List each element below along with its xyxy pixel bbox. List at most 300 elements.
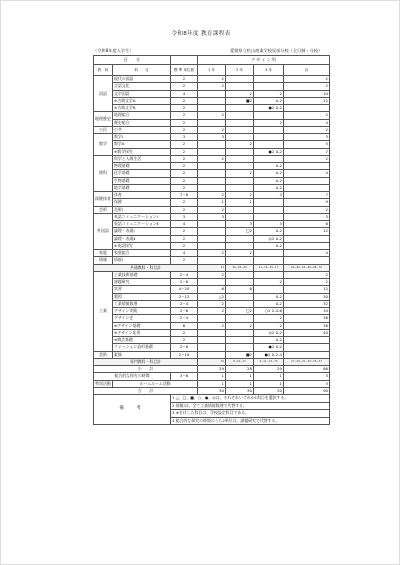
year3-credits: ●2 0-2 [254, 105, 284, 112]
table-row [94, 351, 330, 358]
grand-total-row-label: 合 計 [94, 387, 198, 394]
table-row [94, 83, 330, 90]
table-row [94, 279, 330, 286]
year3-credits [254, 83, 284, 90]
standard-credits: 2 [171, 206, 198, 213]
year1-credits: 2 [198, 308, 226, 315]
total-credits [284, 337, 330, 344]
table-row [94, 221, 330, 228]
group-9-area-label: 情報 [94, 257, 113, 264]
year2-credits: ■2 [226, 351, 254, 358]
subject-name: 素描 [113, 351, 171, 358]
year1-credits [198, 119, 226, 126]
year1-credits: 3 [198, 213, 226, 220]
year1-credits [198, 170, 226, 177]
year3-credits: 0-2 [254, 163, 284, 170]
year1-credits: 1 [198, 199, 226, 206]
year1-credits [198, 257, 226, 264]
year1-credits: 2 [198, 155, 226, 162]
standard-credits: 2~6 [171, 308, 198, 315]
grand-total-row-total: 90 [284, 387, 330, 394]
year2-credits [226, 184, 254, 191]
year2-credits [226, 293, 254, 300]
group-2-area-label: 公民 [94, 126, 113, 133]
subject-name: 科学と人間生活 [113, 155, 171, 162]
total-credits: 10 [284, 90, 330, 97]
year1-credits: 6 [198, 286, 226, 293]
total-credits: 12 [284, 228, 330, 235]
total-header: 計 [284, 65, 330, 76]
common-subjects-total-total: 60~62~64~66~68~70 [284, 264, 330, 271]
subject-name: 論理・表現Ⅱ [113, 235, 171, 242]
standard-credits: 2 [171, 148, 198, 155]
year1-credits: 2 [198, 300, 226, 307]
subject-name: 英語コミュニケーションⅠ [113, 213, 171, 220]
total-credits: 4 [284, 119, 330, 126]
document-title: 令和8年度 教育課程表 [171, 31, 231, 37]
standard-credits: 2~4 [171, 300, 198, 307]
subject-name: 課題研究 [113, 279, 171, 286]
year3-credits: ◎2 0-2 [254, 329, 284, 336]
standard-credits: 2 [171, 119, 198, 126]
year3-credits [254, 134, 284, 141]
table-row [94, 126, 330, 133]
year2-credits [226, 83, 254, 90]
grand-total-row-year1: 30 [198, 387, 226, 394]
year3-credits: 2 [254, 279, 284, 286]
total-credits: 12 [284, 286, 330, 293]
specialized-subjects-total-label: 専門教科・科目計 [94, 358, 198, 365]
common-subjects-total [94, 264, 330, 271]
year2-credits [226, 315, 254, 322]
subject-name: デザイン史 [113, 315, 171, 322]
standard-credits: 2 [171, 163, 198, 170]
table-row [94, 119, 330, 126]
table-row [94, 90, 330, 97]
year2-credits: ■2 [226, 97, 254, 104]
total-credits [284, 351, 330, 358]
table-row [94, 293, 330, 300]
table-row [94, 329, 330, 336]
year3-credits [254, 286, 284, 293]
table-row [94, 322, 330, 329]
standard-credits: 7~8 [171, 192, 198, 199]
subject-name: 地理総合 [113, 112, 171, 119]
year2-credits [226, 119, 254, 126]
year2-credits: 2 [226, 141, 254, 148]
common-subjects-total-year1: 21 [198, 264, 226, 271]
subject-name: 化学基礎 [113, 170, 171, 177]
year3-credits: ●2 0-2 [254, 344, 284, 351]
subtotal-row-label: 小 計 [94, 366, 198, 373]
subject-name: 工業技術基礎 [113, 271, 171, 278]
year3-credits [254, 250, 284, 257]
year1-credits [198, 90, 226, 97]
year1-credits: 2 [198, 76, 226, 83]
year3-credits: 0-2 [254, 300, 284, 307]
special-activities-row-total: 3 [284, 380, 330, 387]
subject-name: 現代の国語 [113, 76, 171, 83]
year2-credits: □2 [226, 228, 254, 235]
year2-credits [226, 300, 254, 307]
special-activities-row-year1: 1 [198, 380, 226, 387]
subtotal-row-year1: 29 [198, 366, 226, 373]
subtotal-row-year2: 28 [226, 366, 254, 373]
year3-credits: 0-2 [254, 170, 284, 177]
enrollment-year: （令和8年度入学生） [93, 48, 134, 53]
table-row [94, 206, 330, 213]
year1-credits: 2 [198, 206, 226, 213]
year3-header: 3 年 [254, 65, 284, 76]
table-row [94, 148, 330, 155]
year3-credits: 0-2 [254, 177, 284, 184]
subject-name: 英語コミュニケーションⅡ [113, 221, 171, 228]
year1-credits: 2 [198, 126, 226, 133]
year1-credits [198, 235, 226, 242]
special-activities-row-sublabel: ホームルーム活動 [113, 380, 198, 387]
year2-credits: 3 [226, 221, 254, 228]
standard-credits: 2 [171, 235, 198, 242]
year1-credits: 3 [198, 134, 226, 141]
table-row [94, 257, 330, 264]
year3-credits [254, 206, 284, 213]
note-item: 2 情報Ⅰは、全て工業情報数理で代替する。 [171, 402, 330, 410]
subject-name: ※デザイン応用 [113, 329, 171, 336]
year1-credits [198, 97, 226, 104]
group-0-area-label: 国語 [94, 76, 113, 112]
table-row [94, 155, 330, 162]
subject-name: 工業情報数理 [113, 300, 171, 307]
year1-credits [198, 221, 226, 228]
table-row [94, 271, 330, 278]
total-credits: 2 [284, 112, 330, 119]
standard-credits: 3 [171, 213, 198, 220]
year3-credits: 3 [254, 192, 284, 199]
standard-credits: 2 [171, 242, 198, 249]
year2-header: 2 年 [226, 65, 254, 76]
subject-name: 歴史総合 [113, 119, 171, 126]
standard-credits: 2~12 [171, 293, 198, 300]
year1-credits [198, 163, 226, 170]
subject-name: ※古典文学A [113, 97, 171, 104]
total-credits: 3 [284, 213, 330, 220]
table-row [94, 112, 330, 119]
total-credits [284, 105, 330, 112]
standard-credits: 2 [171, 337, 198, 344]
year2-credits [226, 155, 254, 162]
special-activities-row-year2: 1 [226, 380, 254, 387]
table-row [94, 163, 330, 170]
table-row [94, 250, 330, 257]
table-row [94, 337, 330, 344]
standard-credits: 2 [171, 184, 198, 191]
year2-credits: 1 [226, 199, 254, 206]
year3-credits [254, 155, 284, 162]
total-credits [284, 344, 330, 351]
total-credits: 2 [284, 155, 330, 162]
total-credits: 36 [284, 315, 330, 322]
table-row [94, 242, 330, 249]
special-activities-row [94, 380, 330, 387]
subject-name: 公共 [113, 126, 171, 133]
standard-credits: 2~8 [171, 344, 198, 351]
year1-credits [198, 329, 226, 336]
table-row [94, 192, 330, 199]
grand-total-row-year2: 30 [226, 387, 254, 394]
standard-credits: 2 [171, 76, 198, 83]
subject-name: ※デザイン基礎 [113, 322, 171, 329]
specialized-subjects-total-year3: 9~11~13~15 [254, 358, 284, 365]
standard-credits: 2 [171, 329, 198, 336]
subject-name: 実習 [113, 286, 171, 293]
total-credits: 5 [284, 141, 330, 148]
grand-total-row-year3: 30 [254, 387, 284, 394]
subject-header: 科 目 [113, 65, 171, 76]
table-row [94, 344, 330, 351]
table-row [94, 315, 330, 322]
year3-credits [254, 112, 284, 119]
standard-credits: 3 [171, 134, 198, 141]
school-name: 愛媛県立松山商業学校昼部分校（全日制・分校） [230, 48, 323, 53]
standard-credits: 2 [171, 257, 198, 264]
inquiry-row-total: 3 [284, 373, 330, 380]
group-8-area-label: 家庭 [94, 250, 113, 257]
year2-credits [226, 206, 254, 213]
year3-credits: ●2 0-2-4 [254, 351, 284, 358]
subject-name: 文学国語 [113, 90, 171, 97]
inquiry-row [94, 373, 330, 380]
table-row [94, 286, 330, 293]
year2-credits: □2 [226, 308, 254, 315]
year3-credits: 0-2 [254, 184, 284, 191]
total-credits: 2 [284, 279, 330, 286]
group-4-area-label: 理科 [94, 155, 113, 191]
year3-credits: ○2 2-4-6 [254, 308, 284, 315]
year1-credits [198, 141, 226, 148]
year3-credits: 2 [254, 322, 284, 329]
common-subjects-total-year3: 11~13~15~17 [254, 264, 284, 271]
specialized-subjects-total-year2: 8~10~12 [226, 358, 254, 365]
total-credits: 32 [284, 300, 330, 307]
year2-credits [226, 163, 254, 170]
total-credits: 9 [284, 199, 330, 206]
year2-credits [226, 242, 254, 249]
year1-credits: 2 [198, 250, 226, 257]
inquiry-row-credits: 3~6 [171, 373, 198, 380]
year1-header: 1 年 [198, 65, 226, 76]
table-row [94, 184, 330, 191]
year3-credits: 2 [254, 119, 284, 126]
table-row [94, 235, 330, 242]
subject-name: 論理・表現Ⅰ [113, 228, 171, 235]
total-credits: 6 [284, 221, 330, 228]
subject-name: 数学A [113, 141, 171, 148]
year2-credits [226, 344, 254, 351]
total-credits: 2 [284, 126, 330, 133]
standard-credits: 2 [171, 177, 198, 184]
subject-name: ※古典文学B [113, 105, 171, 112]
year2-credits [226, 112, 254, 119]
standard-credits: 2 [171, 83, 198, 90]
year3-credits [254, 257, 284, 264]
standard-credits: 2 [171, 170, 198, 177]
subtotal-row [94, 366, 330, 373]
standard-credits: 2 [171, 126, 198, 133]
year3-credits: 0-2 [254, 293, 284, 300]
year1-credits [198, 242, 226, 249]
year3-credits: 0-2 [254, 337, 284, 344]
subtotal-row-year3: 29 [254, 366, 284, 373]
note-item: 3 ※を付した科目は、学校設定科目である。 [171, 410, 330, 418]
total-credits: 7 [284, 148, 330, 155]
year2-credits: 2 [226, 170, 254, 177]
total-credits [284, 235, 330, 242]
subject-name: 家庭総合 [113, 250, 171, 257]
year2-credits [226, 257, 254, 264]
table-row [94, 97, 330, 104]
year2-credits [226, 177, 254, 184]
year1-credits: △2 [198, 293, 226, 300]
table-row [94, 141, 330, 148]
total-credits: 34 [284, 308, 330, 315]
total-credits [284, 257, 330, 264]
year1-credits: 2 [198, 112, 226, 119]
standard-credits-header: 標 準 単位数 [171, 65, 198, 76]
total-credits: 36 [284, 322, 330, 329]
year1-credits [198, 228, 226, 235]
group-1-area-label: 地理歴史 [94, 112, 113, 127]
common-subjects-total-label: 共通教科・科目計 [94, 264, 198, 271]
year1-credits: 2 [198, 322, 226, 329]
subtotal-row-total: 86 [284, 366, 330, 373]
curriculum-body [94, 56, 330, 425]
note-item: 1 △、□、■、○、●、◎は、それぞれいずれか1科目を選択する。 [171, 395, 330, 403]
standard-credits: 2~8 [171, 279, 198, 286]
year3-credits: 0-2 [254, 228, 284, 235]
standard-credits: 2 [171, 199, 198, 206]
total-credits: 2 [284, 271, 330, 278]
total-credits: 7 [284, 192, 330, 199]
group-7-area-label: 外国語 [94, 213, 113, 249]
notes-heading: 備 考 [94, 395, 171, 425]
year1-credits [198, 177, 226, 184]
year3-credits: 0-2 [254, 242, 284, 249]
common-subjects-total-year2: 16~18~20 [226, 264, 254, 271]
year2-credits: 2 [226, 250, 254, 257]
year1-credits [198, 351, 226, 358]
total-credits: 3 [284, 134, 330, 141]
standard-credits: 2~10 [171, 351, 198, 358]
total-credits: 4 [284, 250, 330, 257]
total-credits [284, 184, 330, 191]
standard-credits: 2 [171, 228, 198, 235]
group-6-area-label: 芸術 [94, 206, 113, 213]
total-credits [284, 242, 330, 249]
total-credits: 2 [284, 83, 330, 90]
tech-area-label: 工業 [94, 271, 113, 351]
specialized-subjects-total [94, 358, 330, 365]
year2-credits [226, 329, 254, 336]
year2-credits: 6 [226, 286, 254, 293]
year3-credits [254, 126, 284, 133]
year2-credits [226, 271, 254, 278]
year2-credits [226, 148, 254, 155]
grand-total-row [94, 387, 330, 394]
year1-credits [198, 344, 226, 351]
subject-name: 美術Ⅰ [113, 206, 171, 213]
table-row [94, 308, 330, 315]
year3-credits: 2 [254, 315, 284, 322]
year3-credits: 0-2 [254, 97, 284, 104]
table-row [94, 134, 330, 141]
year2-credits [226, 134, 254, 141]
table-row [94, 105, 330, 112]
total-credits: 2 [284, 76, 330, 83]
year1-credits [198, 148, 226, 155]
standard-credits: 4 [171, 250, 198, 257]
year2-credits [226, 235, 254, 242]
standard-credits: 4~20 [171, 286, 198, 293]
year2-credits: 2 [226, 192, 254, 199]
subject-area-header: 教 科 [94, 65, 113, 76]
subject-name: ファッション造形基礎 [113, 344, 171, 351]
special-activities-row-label: 特別活動 [95, 380, 111, 386]
subject-name: ※英語探究 [113, 242, 171, 249]
standard-credits: 2~4 [171, 315, 198, 322]
year1-credits [198, 337, 226, 344]
table-row [94, 170, 330, 177]
specialized-subjects-total-total: 27~29~31~33~35~37 [284, 358, 330, 365]
curriculum-table [93, 55, 330, 425]
year3-credits [254, 199, 284, 206]
year3-credits: 3 [254, 221, 284, 228]
standard-credits: 6 [171, 322, 198, 329]
subject-name: 数学Ⅰ [113, 134, 171, 141]
standard-credits: 4 [171, 221, 198, 228]
standard-credits: 2 [171, 155, 198, 162]
total-credits: 30 [284, 293, 330, 300]
year2-credits [226, 76, 254, 83]
table-row [94, 300, 330, 307]
subject-name: 保健 [113, 199, 171, 206]
special-activities-row-year3: 1 [254, 380, 284, 387]
standard-credits: 2 [171, 141, 198, 148]
standard-credits: 2~4 [171, 271, 198, 278]
year1-credits: 2 [198, 271, 226, 278]
year1-credits: 2 [198, 192, 226, 199]
year3-credits: ●2 0-2 [254, 148, 284, 155]
year1-credits: 2 [198, 83, 226, 90]
standard-credits: 2 [171, 105, 198, 112]
year2-credits [226, 105, 254, 112]
year2-credits [226, 213, 254, 220]
subject-name: 情報Ⅰ [113, 257, 171, 264]
year3-credits: ◎2 0-2 [254, 235, 284, 242]
group-3-area-label: 数学 [94, 134, 113, 156]
standard-credits: 4 [171, 90, 198, 97]
total-credits: 4 [284, 170, 330, 177]
total-credits [284, 177, 330, 184]
inquiry-row-label: 総合的な探究の時間 [94, 373, 171, 380]
year1-credits [198, 184, 226, 191]
course-header: デ ザ イ ン 科 [198, 56, 330, 65]
total-credits: 40 [284, 329, 330, 336]
year2-credits: 2 [226, 322, 254, 329]
year3-credits: 2 [254, 90, 284, 97]
table-row [94, 228, 330, 235]
subject-name: 生物基礎 [113, 177, 171, 184]
year3-credits [254, 76, 284, 83]
